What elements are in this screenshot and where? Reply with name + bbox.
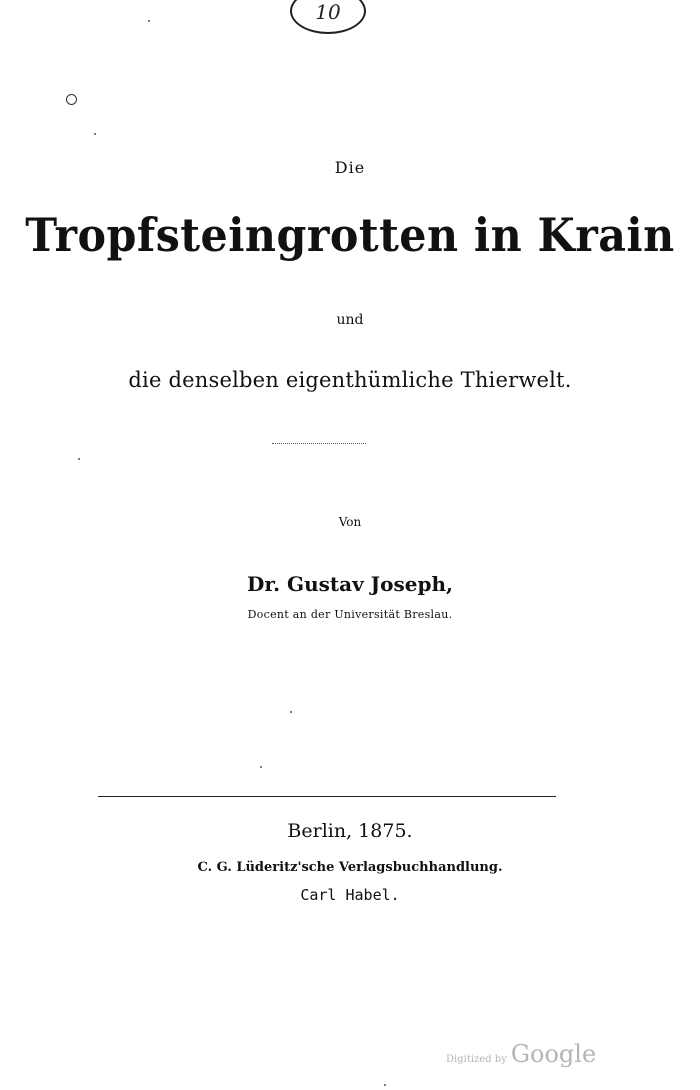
author-affiliation: Docent an der Universität Breslau. (247, 608, 453, 621)
title-conjunction: und (336, 312, 364, 328)
publisher-owner: Carl Habel. (300, 886, 400, 904)
author-prefix: Dr. (247, 572, 281, 596)
byline-label: Von (338, 515, 362, 529)
speck (148, 20, 150, 22)
page-title: Tropfsteingrotten in Krain (25, 208, 675, 262)
google-logo: Google (510, 1040, 597, 1068)
publisher: C. G. Lüderitz'sche Verlagsbuchhandlung. (197, 860, 503, 875)
dotted-divider (272, 443, 366, 444)
library-stamp (290, 0, 366, 34)
author (0, 572, 700, 596)
author-name: Gustav Joseph, (287, 572, 453, 596)
speck (384, 1084, 386, 1086)
watermark-prefix: Digitized by (446, 1054, 507, 1065)
title-article: Die (334, 158, 366, 177)
speck (290, 711, 292, 713)
digitization-watermark (446, 1040, 596, 1068)
ring-mark (66, 94, 77, 105)
speck (78, 458, 80, 460)
horizontal-rule (98, 796, 556, 797)
place-and-year: Berlin, 1875. (287, 820, 413, 842)
stamp-number: 10 (315, 0, 341, 24)
speck (260, 766, 262, 768)
speck (94, 133, 96, 135)
subtitle: die denselben eigenthümliche Thierwelt. (128, 368, 572, 392)
